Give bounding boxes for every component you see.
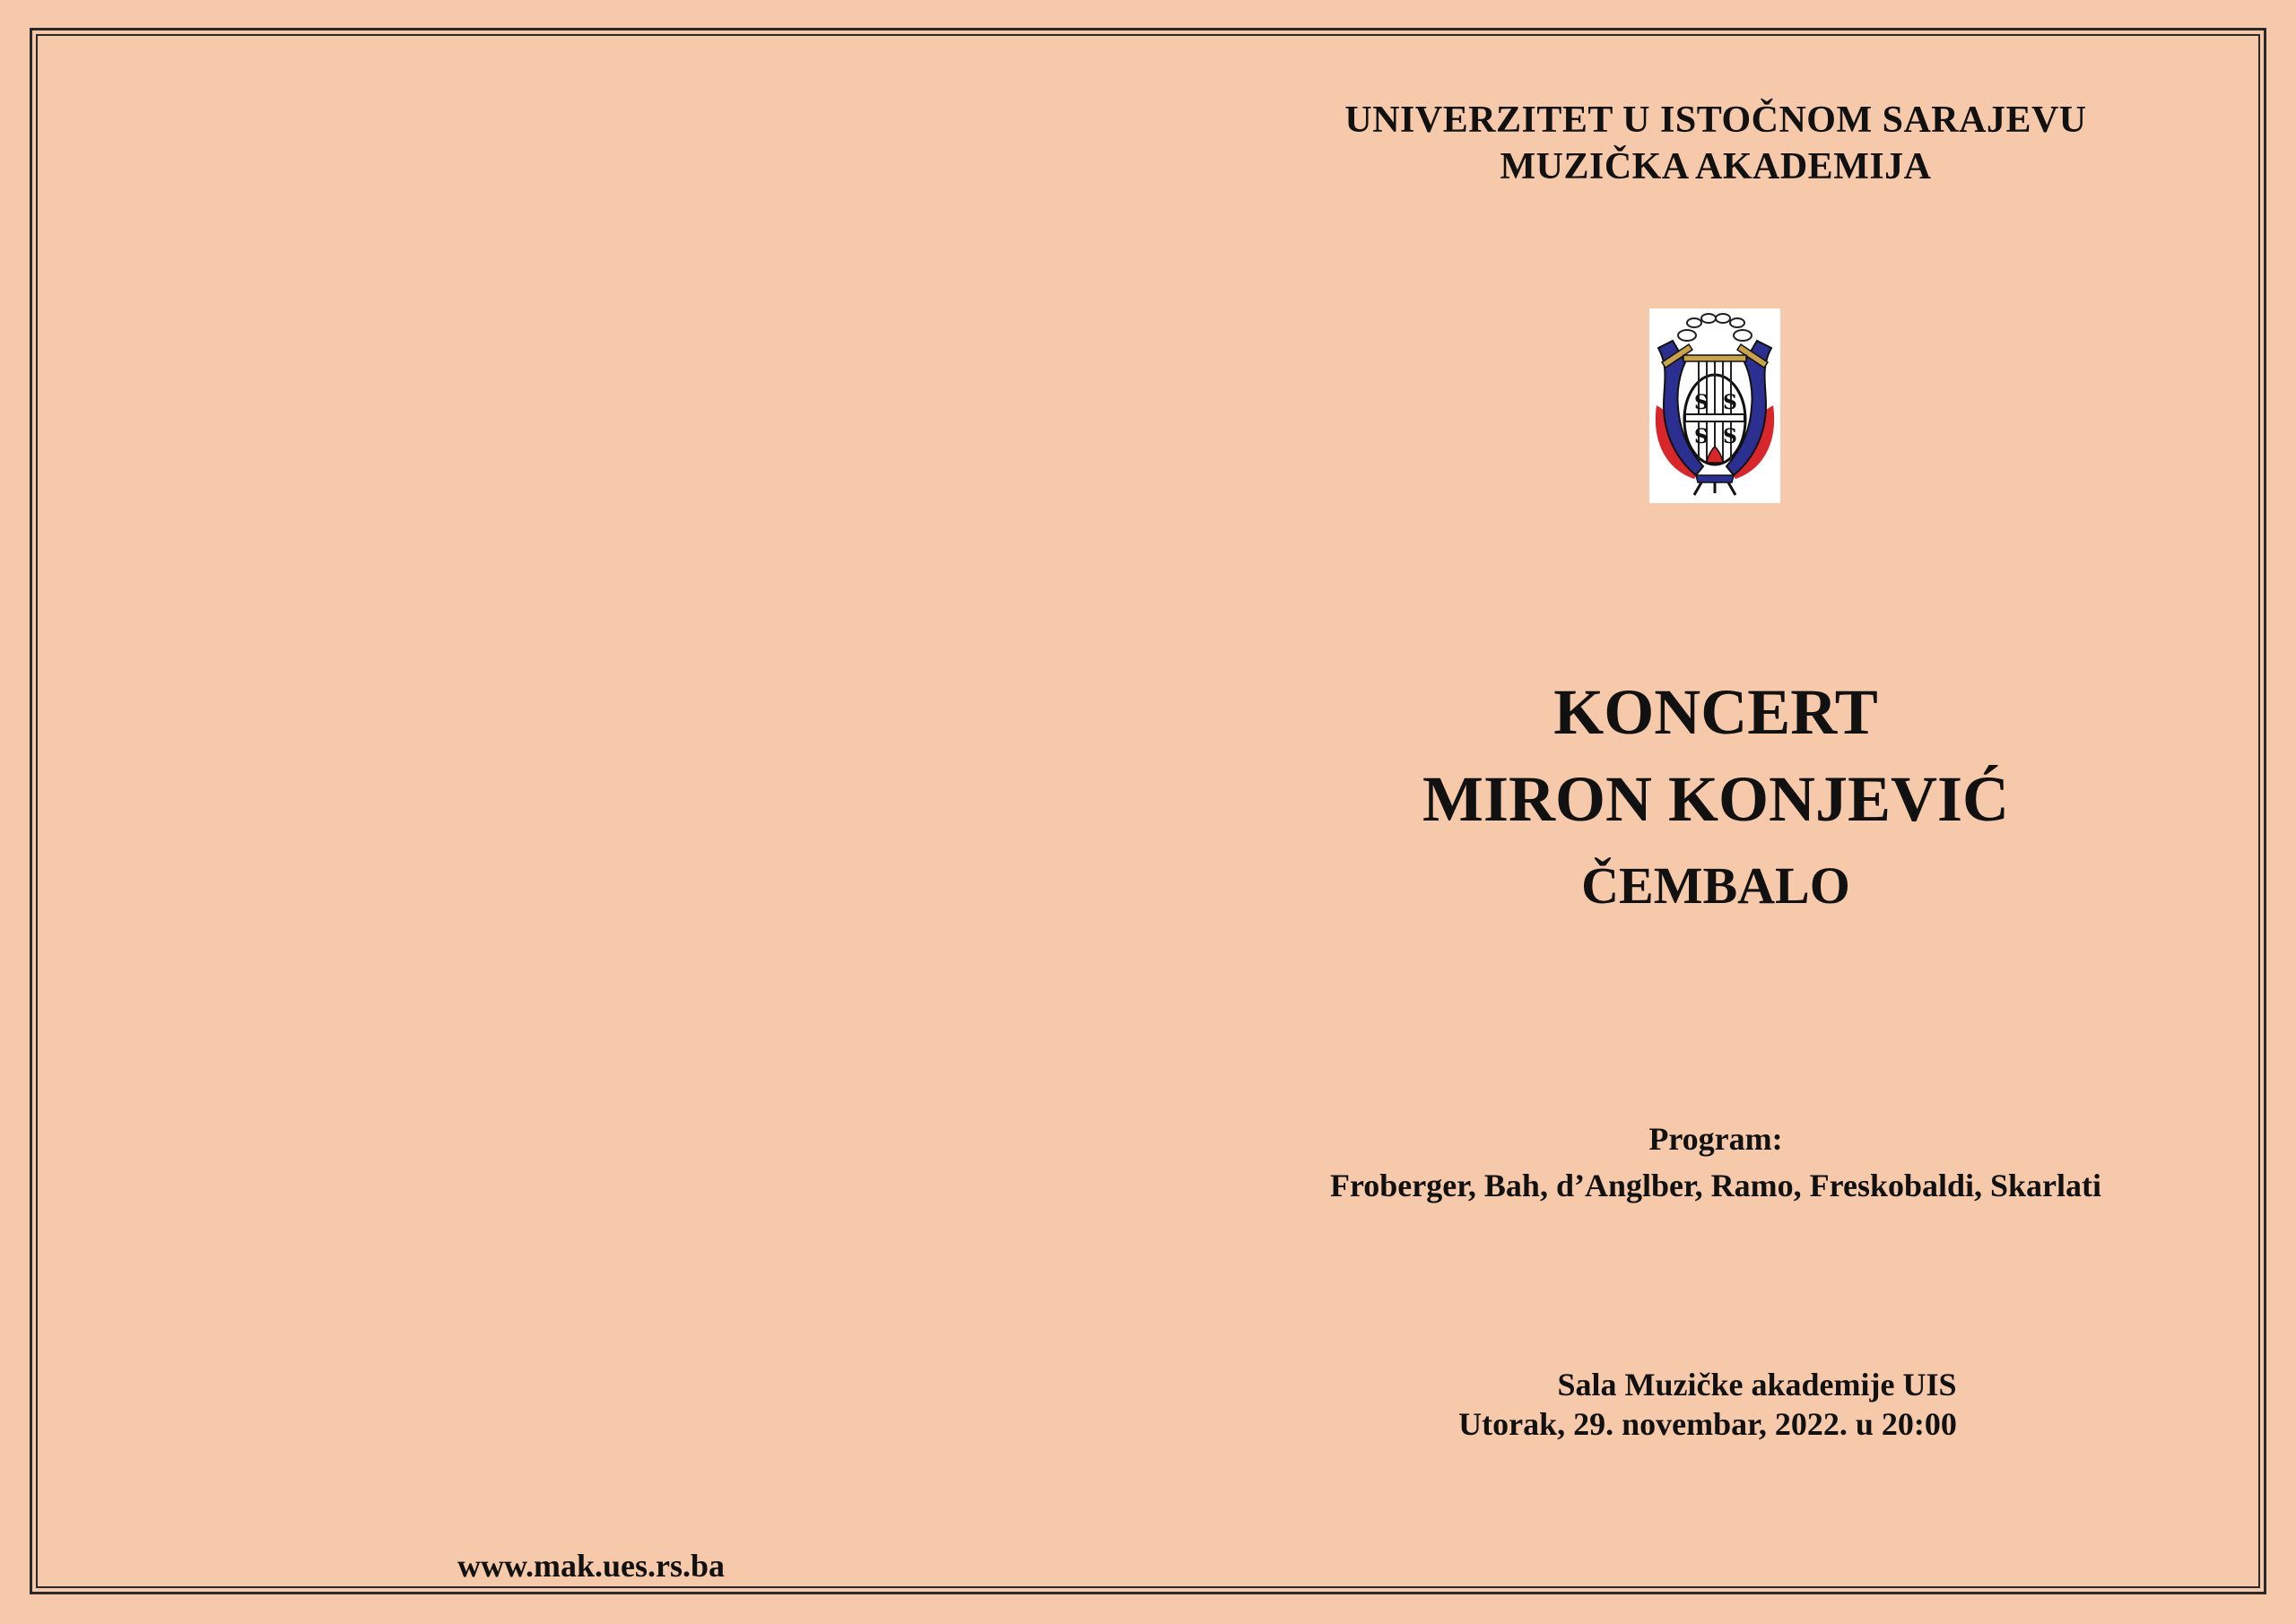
svg-text:S: S [1694, 425, 1709, 448]
svg-text:S: S [1723, 391, 1737, 414]
svg-text:S: S [1694, 391, 1709, 414]
program-composers: Froberger, Bah, d’Anglber, Ramo, Freskobaldi, Skarlati [1329, 1168, 2102, 1203]
concert-title-block [1267, 674, 2164, 924]
website-link[interactable]: www.mak.ues.rs.ba [457, 1548, 726, 1584]
program-block [1267, 1116, 2164, 1209]
lyre-crest-icon [1649, 308, 1780, 503]
venue-hall: Sala Muzičke akademije UIS [1557, 1367, 1957, 1403]
program-label: Program: [1648, 1121, 1783, 1157]
svg-text:S: S [1723, 425, 1737, 448]
instrument-name: ČEMBALO [1581, 856, 1850, 915]
university-name: UNIVERZITET U ISTOČNOM SARAJEVU [1344, 100, 2087, 141]
institution-header [1267, 97, 2164, 190]
performer-name: MIRON KONJEVIĆ [1422, 763, 2009, 835]
academy-name: MUZIČKA AKADEMIJA [1500, 146, 1932, 187]
concert-heading: KONCERT [1553, 676, 1878, 748]
venue-block [1267, 1365, 2164, 1444]
venue-datetime: Utorak, 29. novembar, 2022. u 20:00 [1458, 1406, 1957, 1442]
